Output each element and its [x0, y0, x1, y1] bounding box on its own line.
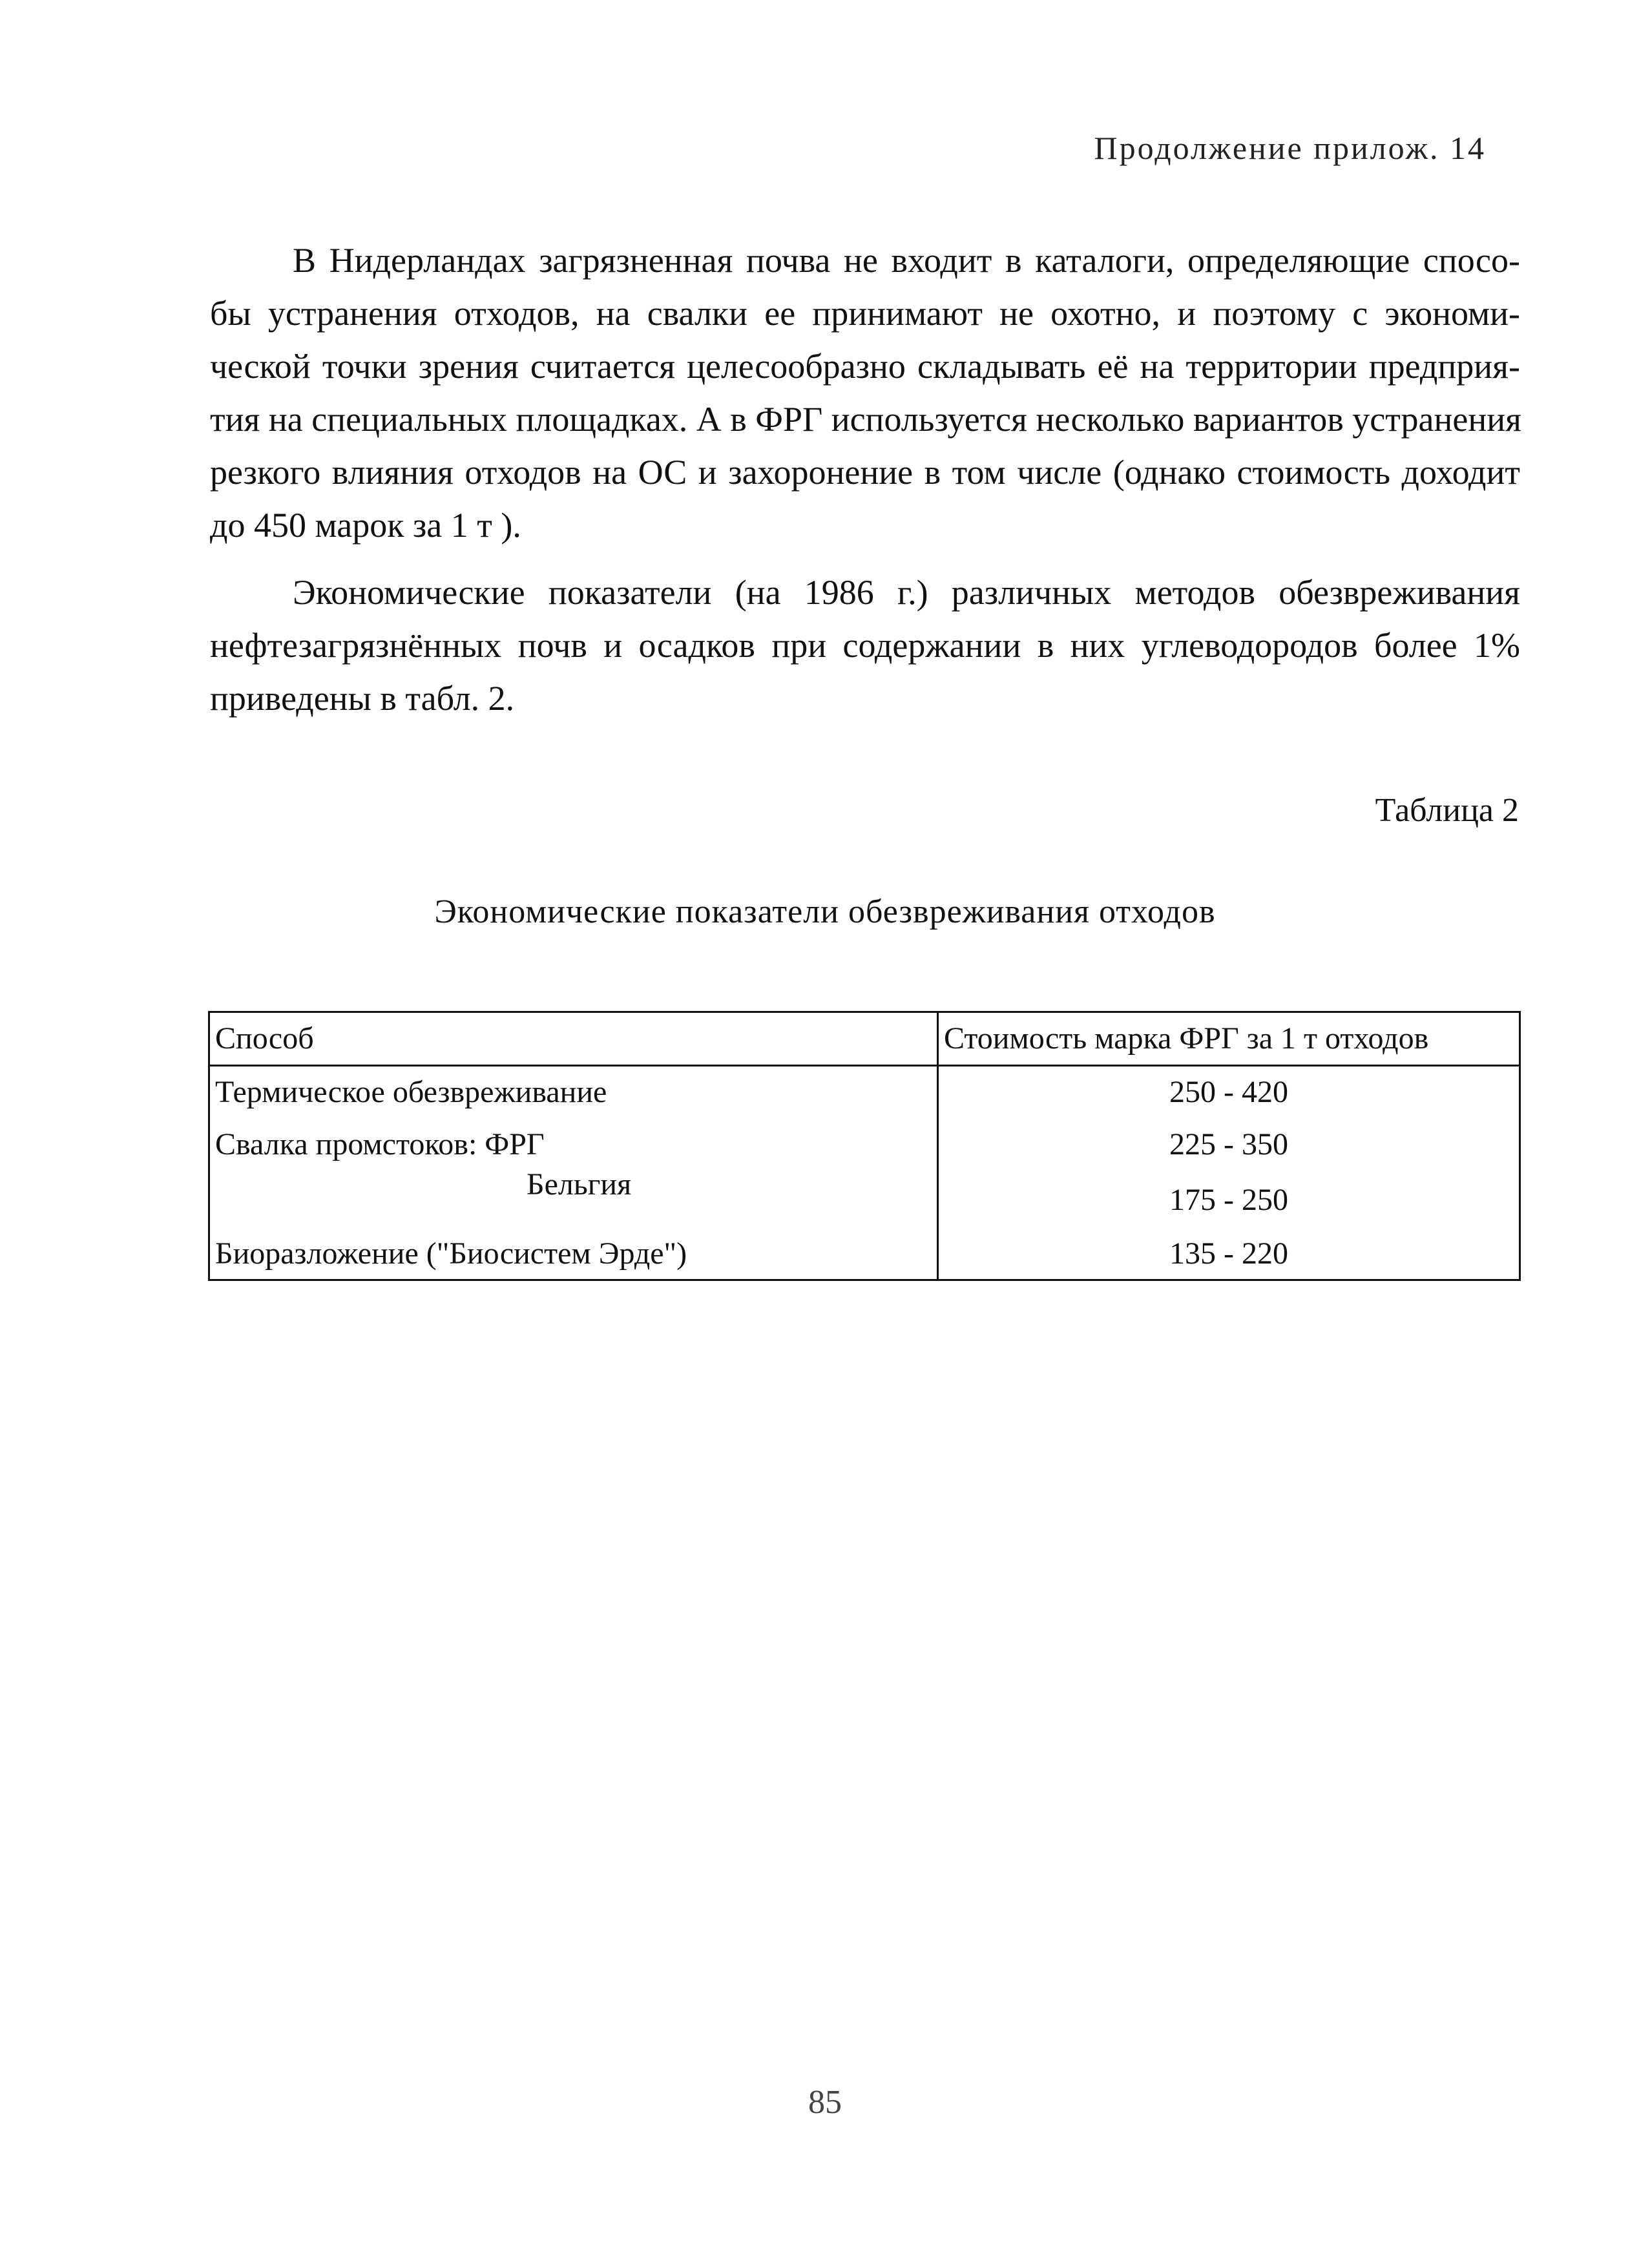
cost-table: [208, 1011, 1521, 1281]
table-cell-method: Биоразложение ("Биосистем Эрде"): [215, 1236, 687, 1271]
table-cell-method: Бельгия: [527, 1167, 632, 1202]
table-title: Экономические показатели обезвреживания отходов: [434, 893, 1216, 930]
paragraph-line: нефтезагрязнённых почв и осадков при содержании в них углеводородов более 1%: [210, 626, 1520, 665]
table-cell-cost: 135 - 220: [1169, 1236, 1288, 1271]
paragraph-line: В Нидерландах загрязненная почва не входит в каталоги, определяющие спосо-: [293, 241, 1520, 280]
paragraph-line: приведены в табл. 2.: [210, 679, 515, 718]
paragraph-line: резкого влияния отходов на ОС и захоронение в том числе (однако стоимость доходит: [210, 453, 1520, 492]
paragraph-line: Экономические показатели (на 1986 г.) различных методов обезвреживания: [293, 573, 1520, 612]
table-header-method: Способ: [215, 1021, 314, 1056]
paragraph-2: [210, 566, 1520, 725]
paragraph-line: бы устранения отходов, на свалки ее принимают не охотно, и поэтому с экономи-: [210, 294, 1520, 333]
paragraph-1: [210, 234, 1520, 552]
table-header-cost: Стоимость марка ФРГ за 1 т отходов: [944, 1021, 1429, 1056]
table-cell-cost: 225 - 350: [1169, 1127, 1288, 1161]
table-cell-method: Свалка промстоков: ФРГ: [215, 1127, 545, 1161]
table-cell-cost: 175 - 250: [1169, 1183, 1288, 1217]
table-label: Таблица 2: [1375, 792, 1519, 829]
page-number: 85: [808, 2084, 842, 2121]
paragraph-line: до 450 марок за 1 т ).: [210, 506, 521, 545]
table-header-divider: [210, 1065, 1519, 1066]
paragraph-line: тия на специальных площадках. А в ФРГ используется несколько вариантов устранения: [210, 400, 1521, 439]
paragraph-line: ческой точки зрения считается целесообразно складывать её на территории предприя-: [210, 347, 1520, 386]
header-note: Продолжение прилож. 14: [1094, 130, 1486, 166]
table-cell-method: Термическое обезвреживание: [215, 1075, 607, 1109]
table-cell-cost: 250 - 420: [1169, 1075, 1288, 1109]
